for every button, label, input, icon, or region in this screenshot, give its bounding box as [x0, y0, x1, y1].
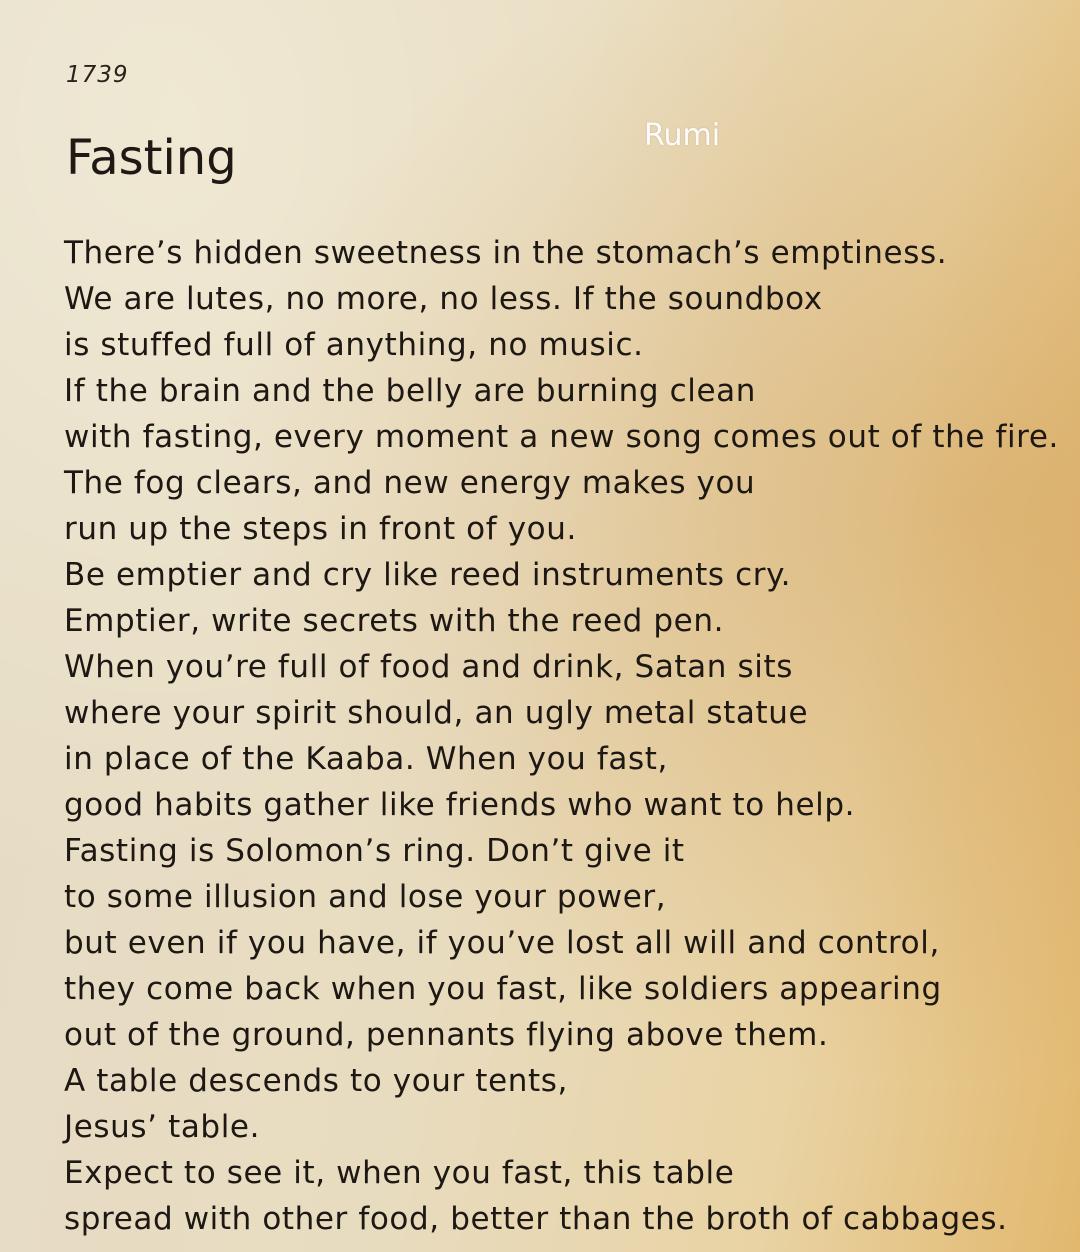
poem-line: There’s hidden sweetness in the stomach’s emptiness.: [64, 235, 948, 271]
poem-line: spread with other food, better than the broth of cabbages.: [64, 1201, 1008, 1237]
poem-line: If the brain and the belly are burning clean: [64, 373, 756, 409]
poem-line: out of the ground, pennants flying above them.: [64, 1017, 829, 1053]
poem-line: they come back when you fast, like soldiers appearing: [64, 971, 942, 1007]
poem-line: Fasting is Solomon’s ring. Don’t give it: [64, 833, 685, 869]
poem-line: Expect to see it, when you fast, this table: [64, 1155, 735, 1191]
poem-line: but even if you have, if you’ve lost all will and control,: [64, 925, 940, 961]
poem-line: We are lutes, no more, no less. If the soundbox: [64, 281, 823, 317]
poem-line: When you’re full of food and drink, Satan sits: [64, 649, 793, 685]
author-watermark: Rumi: [644, 118, 721, 153]
poem-line: Jesus’ table.: [64, 1109, 261, 1145]
poem-title: Fasting: [66, 130, 237, 186]
poem-line: Be emptier and cry like reed instruments cry.: [64, 557, 792, 593]
poem-line: run up the steps in front of you.: [64, 511, 577, 547]
poem-body: [64, 230, 1064, 1242]
page-number: 1739: [66, 62, 129, 88]
poem-line: to some illusion and lose your power,: [64, 879, 667, 915]
poem-line: with fasting, every moment a new song comes out of the fire.: [64, 419, 1059, 455]
poem-line: A table descends to your tents,: [64, 1063, 568, 1099]
poem-line: is stuffed full of anything, no music.: [64, 327, 644, 363]
poem-line: The fog clears, and new energy makes you: [64, 465, 756, 501]
poem-line: good habits gather like friends who want to help.: [64, 787, 856, 823]
poem-line: in place of the Kaaba. When you fast,: [64, 741, 668, 777]
poem-line: where your spirit should, an ugly metal statue: [64, 695, 809, 731]
poem-line: Emptier, write secrets with the reed pen.: [64, 603, 725, 639]
